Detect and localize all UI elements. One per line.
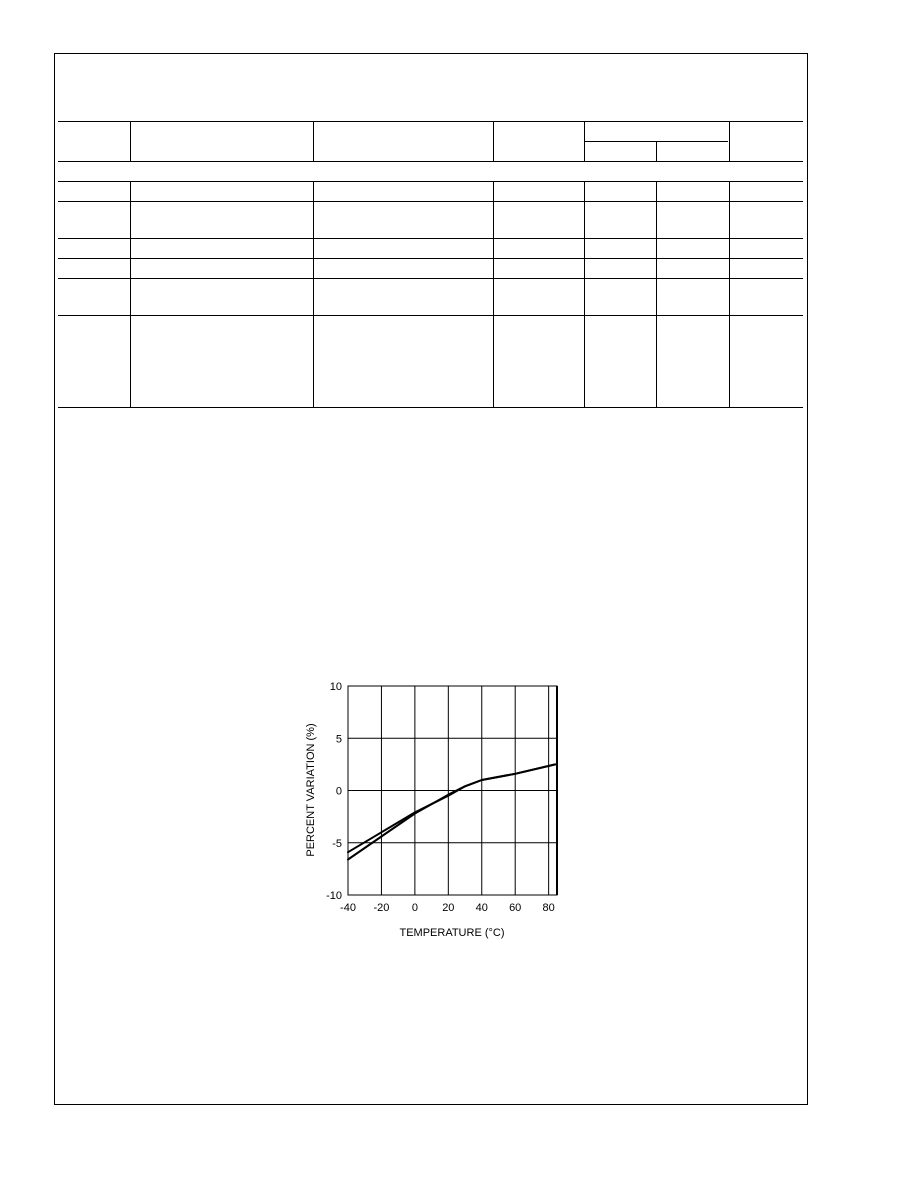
- x-tick-label: 80: [542, 902, 555, 914]
- chart-series: [348, 764, 555, 859]
- series-line-curve-a: [348, 764, 555, 859]
- chart-x-ticks: [340, 902, 555, 914]
- x-tick-label: 60: [509, 902, 522, 914]
- x-tick-label: 20: [442, 902, 455, 914]
- x-tick-label: 0: [411, 902, 418, 914]
- x-tick-label: 40: [475, 902, 488, 914]
- chart-y-ticks: [326, 681, 342, 902]
- y-tick-label: 0: [335, 785, 342, 798]
- temperature-chart: [296, 672, 566, 947]
- chart-grid: [348, 686, 557, 895]
- x-axis-title: TEMPERATURE (°C): [399, 927, 505, 939]
- chart-svg: [296, 672, 566, 947]
- y-tick-label: -10: [326, 890, 342, 902]
- x-tick-label: -40: [340, 902, 356, 914]
- y-tick-label: 10: [329, 681, 342, 693]
- spec-table: [58, 121, 803, 408]
- y-tick-label: 5: [335, 733, 342, 746]
- y-tick-label: -5: [332, 837, 342, 850]
- x-tick-label: -20: [373, 902, 390, 914]
- y-axis-title: PERCENT VARIATION (%): [305, 723, 317, 857]
- spec-table-grid: [58, 121, 803, 408]
